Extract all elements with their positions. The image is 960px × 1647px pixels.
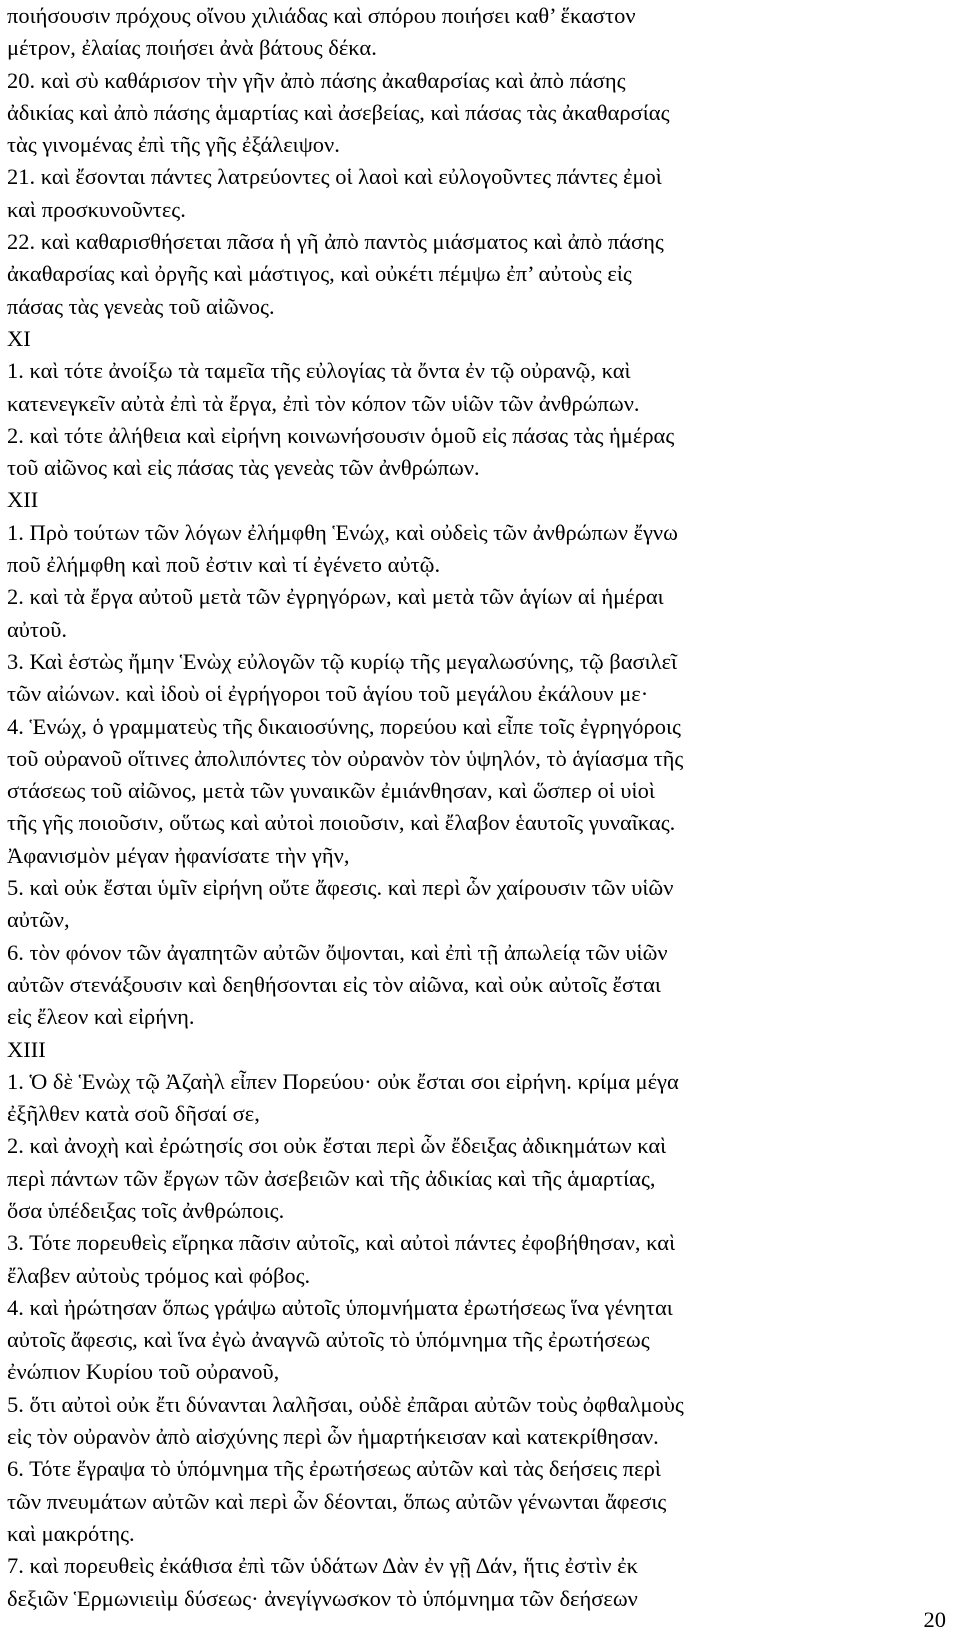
text-line: καὶ μακρότης. — [7, 1520, 135, 1546]
text-line: 2. καὶ ἀνοχὴ καὶ ἐρώτησίς σοι οὐκ ἔσται περὶ ὧν ἔδειξας ἀδικημάτων καὶ — [7, 1133, 667, 1159]
text-line: 2. καὶ τὰ ἔργα αὐτοῦ μετὰ τῶν ἐγρηγόρων, καὶ μετὰ τῶν ἁγίων αἱ ἡμέραι — [7, 584, 664, 610]
text-line: 20. καὶ σὺ καθάρισον τὴν γῆν ἀπὸ πάσης ἀκαθαρσίας καὶ ἀπὸ πάσης — [7, 67, 626, 93]
text-line: μέτρον, ἐλαίας ποιήσει ἀνὰ βάτους δέκα. — [7, 35, 377, 61]
text-line: πάσας τὰς γενεὰς τοῦ αἰῶνος. — [7, 293, 275, 319]
text-line: τῶν αἰώνων. καὶ ἰδοὺ οἱ ἐγρήγοροι τοῦ ἁγίου τοῦ μεγάλου ἐκάλουν με· — [7, 681, 649, 707]
text-line: δεξιῶν Ἑρμωνιειὶμ δύσεως· ἀνεγίγνωσκον τὸ ὑπόμνημα τῶν δεήσεων — [7, 1585, 638, 1611]
text-line: τὰς γινομένας ἐπὶ τῆς γῆς ἐξάλειψον. — [7, 132, 340, 158]
text-line: ἀκαθαρσίας καὶ ὀργῆς καὶ μάστιγος, καὶ οὐκέτι πέμψω ἐπ’ αὐτοὺς εἰς — [7, 261, 632, 287]
text-line: αὐτοῦ. — [7, 616, 67, 642]
chapter-heading: XI — [7, 325, 31, 351]
text-line: ἀδικίας καὶ ἀπὸ πάσης ἁμαρτίας καὶ ἀσεβείας, καὶ πάσας τὰς ἀκαθαρσίας — [7, 99, 670, 125]
text-line: εἰς ἔλεον καὶ εἰρήνη. — [7, 1004, 195, 1030]
text-line: 4. Ἑνώχ, ὁ γραμματεὺς τῆς δικαιοσύνης, πορεύου καὶ εἶπε τοῖς ἐγρηγόροις — [7, 713, 681, 739]
text-line: ὅσα ὑπέδειξας τοῖς ἀνθρώποις. — [7, 1197, 285, 1223]
text-line: 22. καὶ καθαρισθήσεται πᾶσα ἡ γῆ ἀπὸ παντὸς μιάσματος καὶ ἀπὸ πάσης — [7, 229, 664, 255]
text-line: Ἀφανισμὸν μέγαν ἠφανίσατε τὴν γῆν, — [7, 842, 350, 868]
text-line: 5. καὶ οὐκ ἔσται ὑμῖν εἰρήνη οὔτε ἄφεσις. καὶ περὶ ὧν χαίρουσιν τῶν υἱῶν — [7, 875, 674, 901]
text-line: ποῦ ἐλήμφθη καὶ ποῦ ἐστιν καὶ τί ἐγένετο αὐτῷ. — [7, 552, 441, 578]
text-line: τῆς γῆς ποιοῦσιν, οὕτως καὶ αὐτοὶ ποιοῦσιν, καὶ ἔλαβον ἑαυτοῖς γυναῖκας. — [7, 810, 676, 836]
text-line: 6. τὸν φόνον τῶν ἀγαπητῶν αὐτῶν ὄψονται, καὶ ἐπὶ τῇ ἀπωλείᾳ τῶν υἱῶν — [7, 939, 668, 965]
document-body — [7, 0, 947, 1615]
text-line: ἔλαβεν αὐτοὺς τρόμος καὶ φόβος. — [7, 1262, 311, 1288]
text-line: κατενεγκεῖν αὐτὰ ἐπὶ τὰ ἔργα, ἐπὶ τὸν κόπον τῶν υἱῶν τῶν ἀνθρώπων. — [7, 390, 640, 416]
text-line: 1. Πρὸ τούτων τῶν λόγων ἐλήμφθη Ἑνώχ, καὶ οὐδεὶς τῶν ἀνθρώπων ἔγνω — [7, 519, 678, 545]
text-line: τοῦ οὐρανοῦ οἵτινες ἀπολιπόντες τὸν οὐρανὸν τὸν ὑψηλόν, τὸ ἁγίασμα τῆς — [7, 745, 684, 771]
text-line: 1. καὶ τότε ἀνοίξω τὰ ταμεῖα τῆς εὐλογίας τὰ ὄντα ἐν τῷ οὐρανῷ, καὶ — [7, 358, 631, 384]
text-line: αὐτῶν στενάξουσιν καὶ δεηθήσονται εἰς τὸν αἰῶνα, καὶ οὐκ αὐτοῖς ἔσται — [7, 971, 661, 997]
text-line: 3. Τότε πορευθεὶς εἴρηκα πᾶσιν αὐτοῖς, καὶ αὐτοὶ πάντες ἐφοβήθησαν, καὶ — [7, 1230, 676, 1256]
text-line: καὶ προσκυνοῦντες. — [7, 196, 186, 222]
text-line: 21. καὶ ἔσονται πάντες λατρεύοντες οἱ λαοὶ καὶ εὐλογοῦντες πάντες ἐμοὶ — [7, 164, 662, 190]
text-line: αὐτῶν, — [7, 907, 70, 933]
text-line: τῶν πνευμάτων αὐτῶν καὶ περὶ ὧν δέονται, ὅπως αὐτῶν γένωνται ἄφεσις — [7, 1488, 667, 1514]
text-line: στάσεως τοῦ αἰῶνος, μετὰ τῶν γυναικῶν ἐμιάνθησαν, καὶ ὥσπερ οἱ υἱοὶ — [7, 778, 655, 804]
chapter-heading: XII — [7, 487, 39, 513]
text-line: ποιήσουσιν πρόχους οἴνου χιλιάδας καὶ σπόρου ποιήσει καθ’ ἕκαστον — [7, 3, 636, 28]
text-line: τοῦ αἰῶνος καὶ εἰς πάσας τὰς γενεὰς τῶν ἀνθρώπων. — [7, 455, 480, 481]
text-line: 1. Ὁ δὲ Ἑνὼχ τῷ Ἀζαὴλ εἶπεν Πορεύου· οὐκ ἔσται σοι εἰρήνη. κρίμα μέγα — [7, 1068, 679, 1094]
chapter-heading: XIII — [7, 1036, 46, 1062]
text-line: αὐτοῖς ἄφεσις, καὶ ἵνα ἐγὼ ἀναγνῶ αὐτοῖς τὸ ὑπόμνημα τῆς ἐρωτήσεως — [7, 1327, 650, 1353]
text-line: ἐνώπιον Κυρίου τοῦ οὐρανοῦ, — [7, 1359, 280, 1385]
text-line: 7. καὶ πορευθεὶς ἐκάθισα ἐπὶ τῶν ὑδάτων Δὰν ἐν γῇ Δάν, ἥτις ἐστὶν ἐκ — [7, 1553, 638, 1579]
page-number: 20 — [923, 1607, 946, 1632]
text-line: 2. καὶ τότε ἀλήθεια καὶ εἰρήνη κοινωνήσουσιν ὁμοῦ εἰς πάσας τὰς ἡμέρας — [7, 422, 675, 448]
text-line: ἐξῆλθεν κατὰ σοῦ δῆσαί σε, — [7, 1101, 260, 1127]
text-line: εἰς τὸν οὐρανὸν ἀπὸ αἰσχύνης περὶ ὧν ἡμαρτήκεισαν καὶ κατεκρίθησαν. — [7, 1424, 659, 1450]
text-line: περὶ πάντων τῶν ἔργων τῶν ἀσεβειῶν καὶ τῆς ἀδικίας καὶ τῆς ἁμαρτίας, — [7, 1165, 656, 1191]
text-line: 5. ὅτι αὐτοὶ οὐκ ἔτι δύνανται λαλῆσαι, οὐδὲ ἐπᾶραι αὐτῶν τοὺς ὀφθαλμοὺς — [7, 1391, 684, 1417]
text-line: 4. καὶ ἠρώτησαν ὅπως γράψω αὐτοῖς ὑπομνήματα ἐρωτήσεως ἵνα γένηται — [7, 1294, 673, 1320]
text-line: 3. Καὶ ἑστὼς ἤμην Ἑνὼχ εὐλογῶν τῷ κυρίῳ τῆς μεγαλωσύνης, τῷ βασιλεῖ — [7, 648, 678, 674]
text-line: 6. Τότε ἔγραψα τὸ ὑπόμνημα τῆς ἐρωτήσεως αὐτῶν καὶ τὰς δεήσεις περὶ — [7, 1456, 661, 1482]
